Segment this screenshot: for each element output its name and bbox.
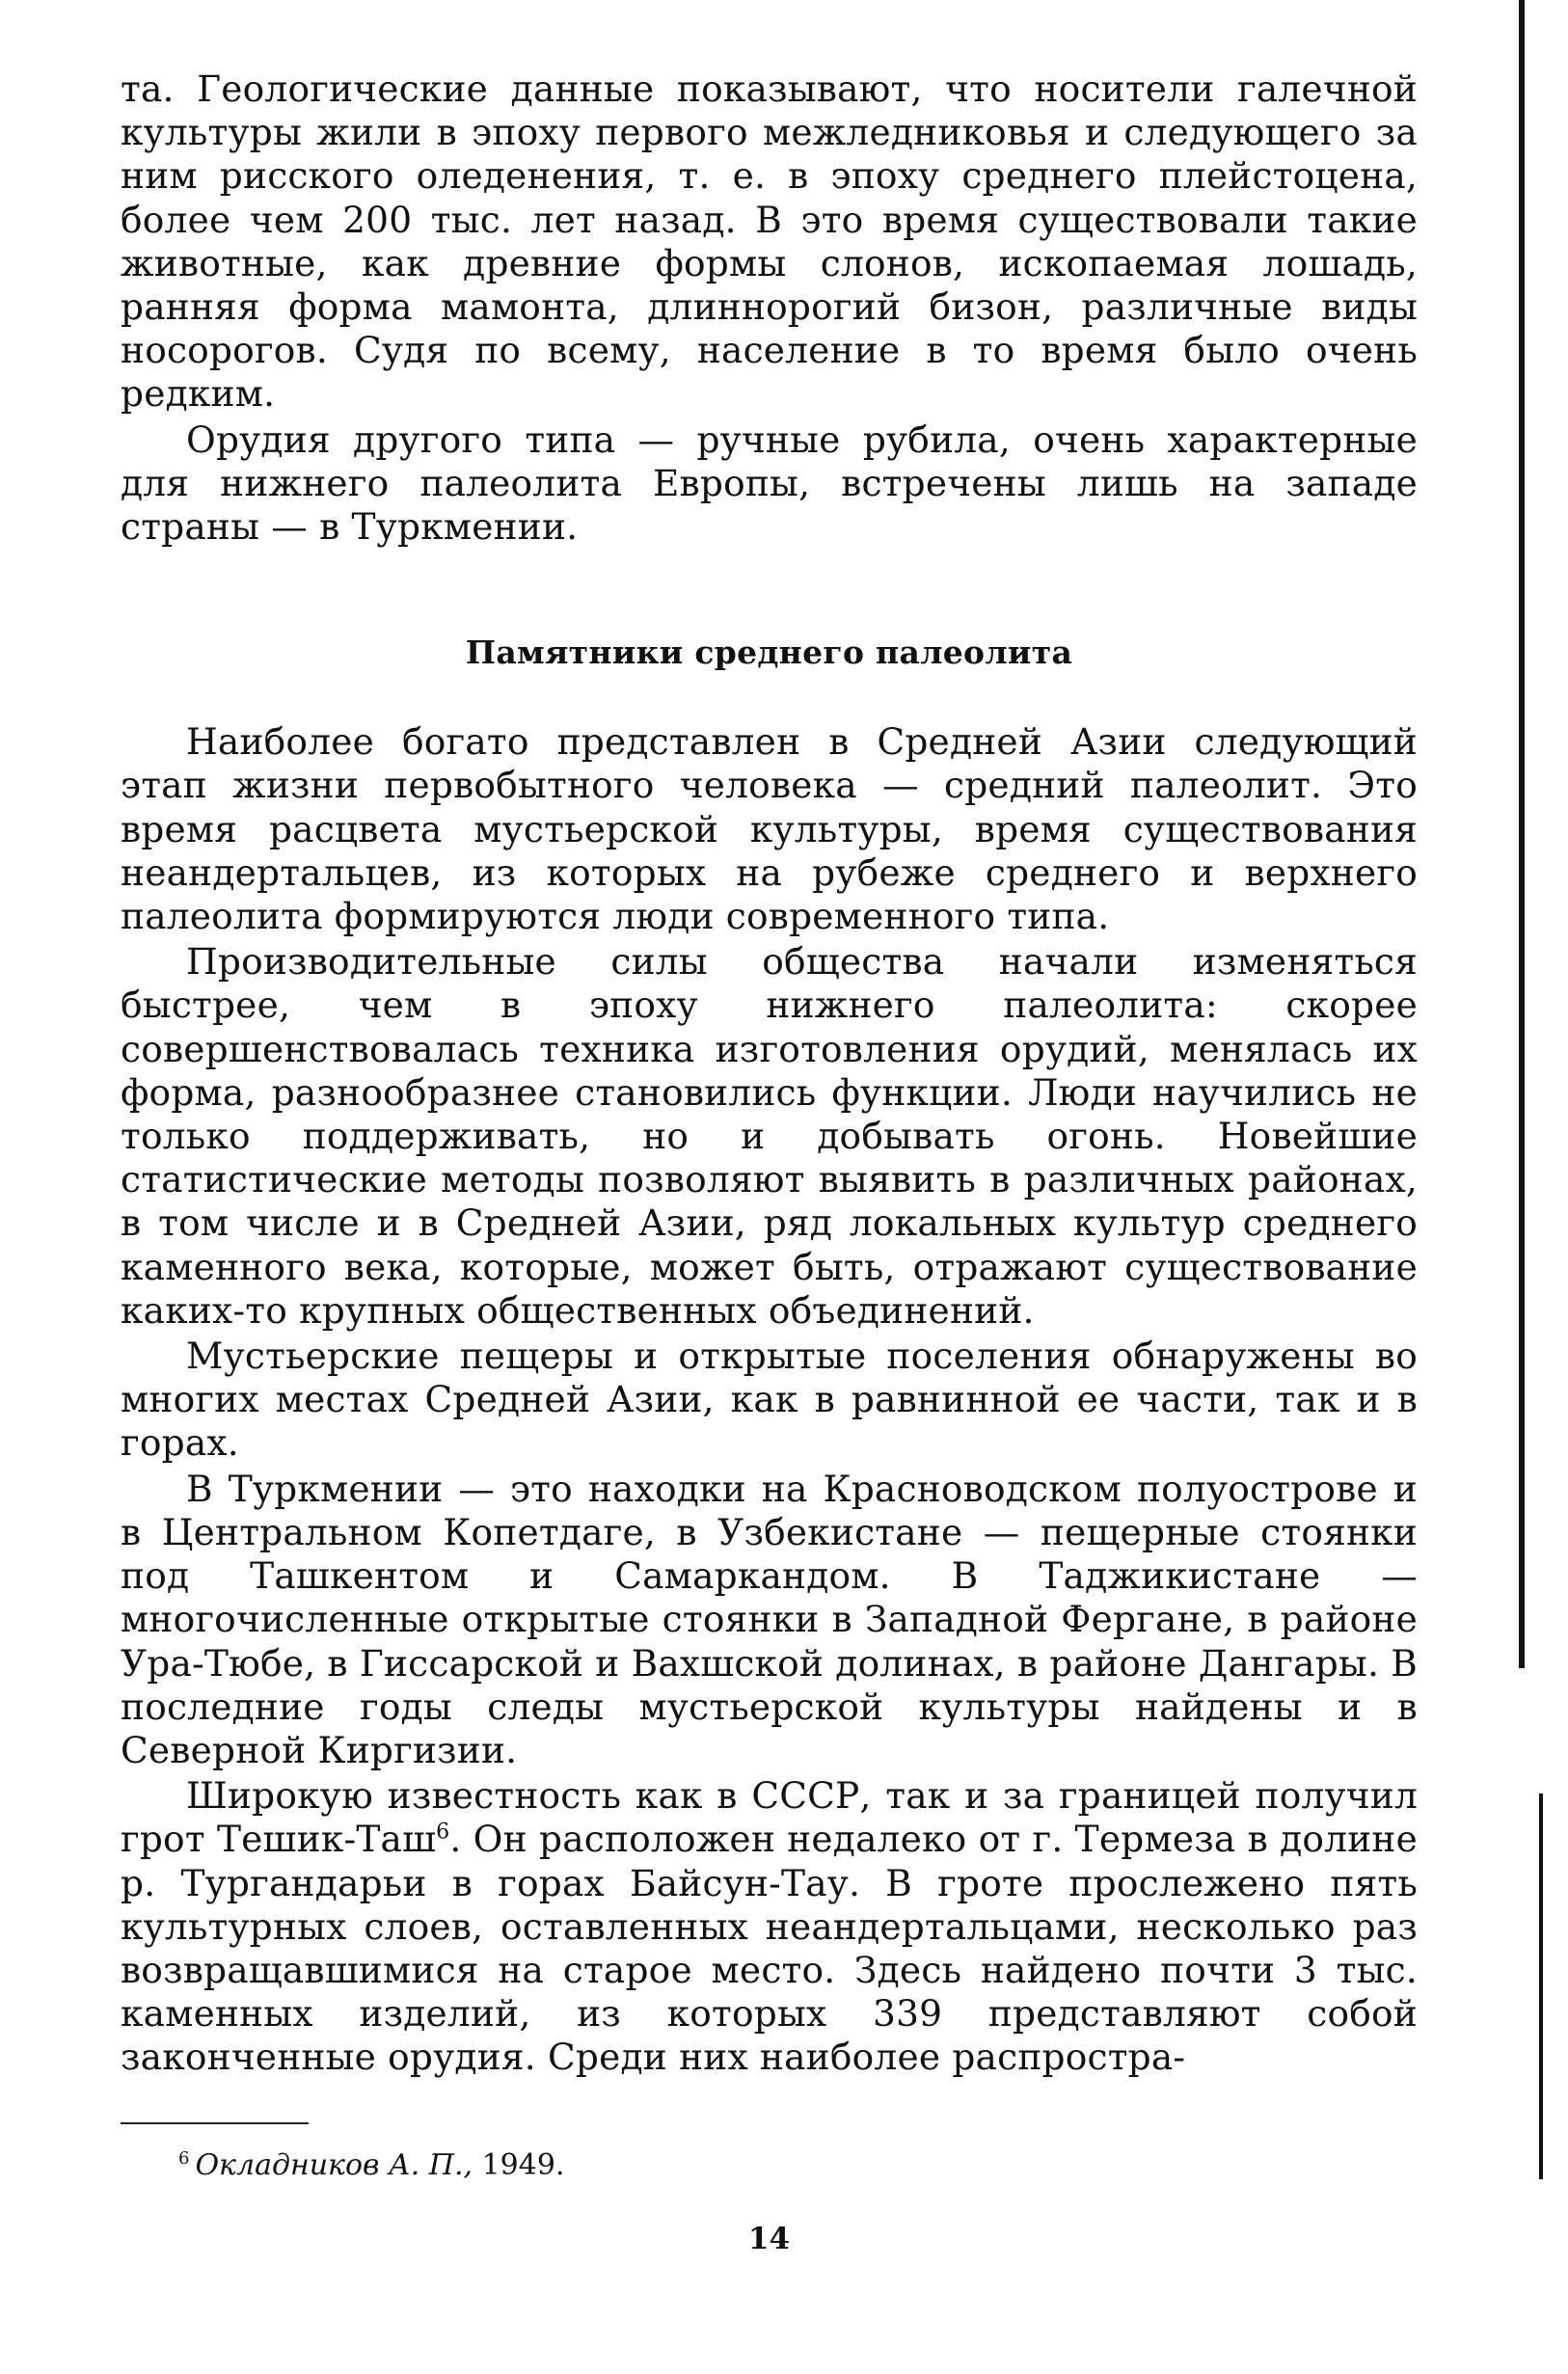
paragraph-mousterian-caves: Мустьерские пещеры и открытые поселения обнаружены во многих местах Средней Азии, как в равнинной ее части, так и в горах.	[121, 1335, 1418, 1465]
paragraph-continuation: та. Геологические данные показывают, что носители галечной культуры жили в эпоху первого межледниковья и следующего за ним рисского оледенения, т. е. в эпоху среднего плейстоцена, более чем 200 тыс. лет назад. В это время существовали такие животные, как древние формы слонов, ископаемая лошадь, ранняя форма мамонта, длиннорогий бизон, различные виды носорогов. Судя по всему, население в то время было очень редким.	[121, 67, 1418, 416]
scan-edge-shadow	[1519, 0, 1525, 1668]
page-number: 14	[747, 2221, 791, 2256]
footnote-reference: 6	[436, 1820, 450, 1845]
paragraph-teshik-tash	[121, 1774, 1418, 2079]
footnote-number: 6	[178, 2147, 190, 2169]
footnote-author: Окладников А. П.,	[195, 2147, 473, 2182]
teshik-tash-text-2: . Он расположен недалеко от г. Термеза в долине р. Тургандарьи в горах Байсун-Тау. В гроте прослежено пять культурных слоев, оставленных неандертальцами, несколько раз возвращавшимися на старое место. Здесь найдено почти 3 тыс. каменных изделий, из которых 339 представляют собой законченные орудия. Среди них наиболее распростра-	[121, 1818, 1418, 2079]
paragraph-middle-paleolithic: Наиболее богато представлен в Средней Азии следующий этап жизни первобытного человека — средний палеолит. Это время расцвета мустьерской культуры, время существования неандертальцев, из которых на рубеже среднего и верхнего палеолита формируются люди современного типа.	[121, 720, 1418, 938]
paragraph-sites-list: В Туркмении — это находки на Красноводском полуострове и в Центральном Копетдаге, в Узбекистане — пещерные стоянки под Ташкентом и Самаркандом. В Таджикистане — многочисленные открытые стоянки в Западной Фергане, в районе Ура-Тюбе, в Гиссарской и Вахшской долинах, в районе Дангары. В последние годы следы мустьерской культуры найдены и в Северной Киргизии.	[121, 1467, 1418, 1771]
section-heading: Памятники среднего палеолита	[465, 634, 1073, 672]
footnote-divider	[121, 2122, 309, 2124]
scan-edge-shadow-lower	[1539, 1794, 1543, 2179]
footnote-year: 1949.	[481, 2147, 565, 2182]
page-content	[121, 67, 1418, 2256]
paragraph-productive-forces: Производительные силы общества начали изменяться быстрее, чем в эпоху нижнего палеолита: скорее совершенствовалась техника изготовления орудий, менялась их форма, разнообразнее становились функции. Люди научились не только поддерживать, но и добывать огонь. Новейшие статистические методы позволяют выявить в различных районах, в том числе и в Средней Азии, ряд локальных культур среднего каменного века, которые, может быть, отражают существование каких-то крупных общественных объединений.	[121, 940, 1418, 1332]
teshik-tash-text-1: Широкую известность как в СССР, так и за границей получил грот Тешик-Таш	[121, 1774, 1418, 1861]
footnote	[178, 2142, 1418, 2183]
paragraph-hand-axes: Орудия другого типа — ручные рубила, очень характерные для нижнего палеолита Европы, встречены лишь на западе страны — в Туркмении.	[121, 418, 1418, 549]
